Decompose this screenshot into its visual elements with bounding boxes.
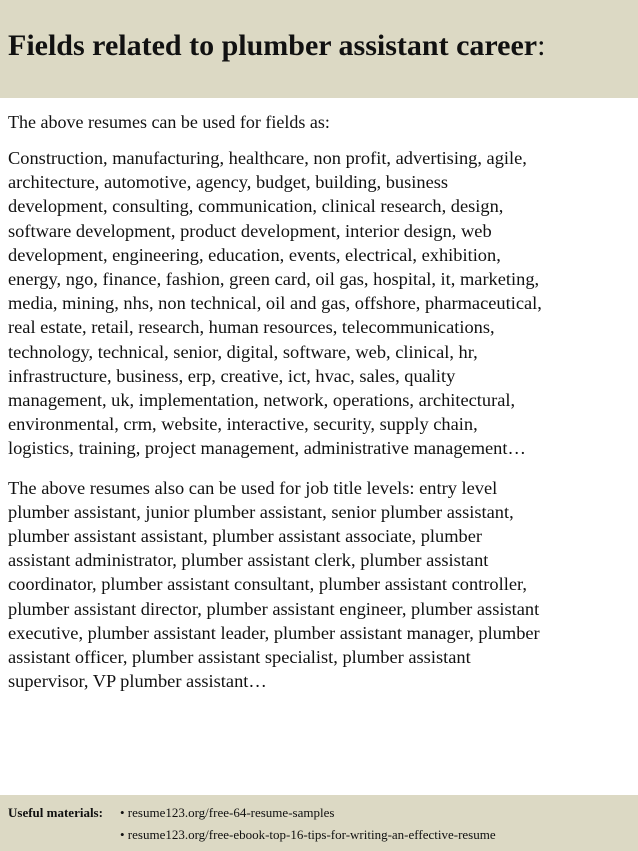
footer-label-text: Useful materials xyxy=(8,805,99,820)
page-title xyxy=(8,26,638,66)
footer-row-2 xyxy=(8,825,638,847)
main-content xyxy=(8,110,634,708)
footer-link-resume-samples[interactable]: • resume123.org/free-64-resume-samples xyxy=(120,805,335,820)
useful-materials-footer xyxy=(0,795,638,851)
title-banner xyxy=(0,0,638,98)
page-title-text: Fields related to plumber assistant career xyxy=(8,29,538,62)
footer-row-1 xyxy=(8,803,638,825)
job-titles-paragraph: The above resumes also can be used for job title levels: entry level plumber assistant, junior plumber assistant, senior plumber assistant, plumber assistant assistant, plumber assistant associate, plumber assistant administrator, plumber assistant clerk, plumber assistant coordinator, plumber assistant consultant, plumber assistant controller, plumber assistant director, plumber assistant engineer, plumber assistant executive, plumber assistant leader, plumber assistant manager, plumber assistant officer, plumber assistant specialist, plumber assistant supervisor, VP plumber assistant… xyxy=(8,477,540,692)
page-title-colon: : xyxy=(537,29,546,62)
footer-label-colon: : xyxy=(98,805,103,820)
footer-label xyxy=(8,805,103,820)
intro-text: The above resumes can be used for fields as: xyxy=(8,112,330,132)
footer-link-ebook-tips[interactable]: • resume123.org/free-ebook-top-16-tips-for-writing-an-effective-resume xyxy=(120,827,496,842)
fields-paragraph: Construction, manufacturing, healthcare, non profit, advertising, agile, architecture, automotive, agency, budget, building, business development, consulting, communication, clinical research, design, software development, product development, interior design, web development, engineering, education, events, electrical, exhibition, energy, ngo, finance, fashion, green card, oil gas, hospital, it, marketing, media, mining, nhs, non technical, oil and gas, offshore, pharmaceutical, real estate, retail, research, human resources, telecommunications, technology, technical, senior, digital, software, web, clinical, hr, infrastructure, business, erp, creative, ict, hvac, sales, quality management, uk, implementation, network, operations, architectural, environmental, crm, website, interactive, security, supply chain, logistics, training, project management, administrative management… xyxy=(8,148,542,459)
